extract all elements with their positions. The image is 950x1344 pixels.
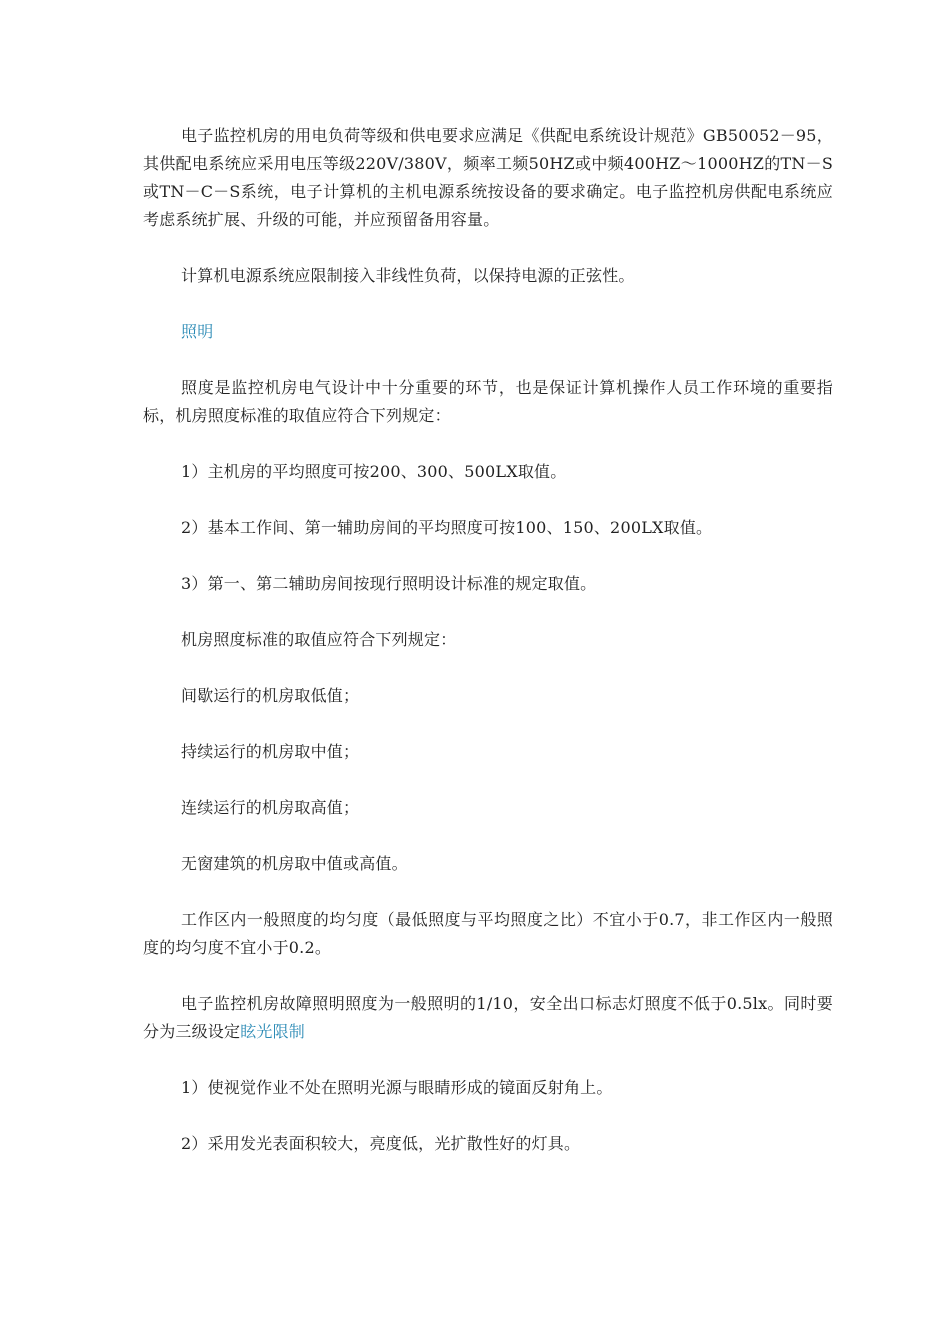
list-item-main-room: 1）主机房的平均照度可按200、300、500LX取值。: [181, 462, 567, 481]
paragraph-standard-rule: 机房照度标准的取值应符合下列规定：: [181, 630, 457, 649]
paragraph-power-supply: 电子监控机房的用电负荷等级和供电要求应满足《供配电系统设计规范》GB50052－95，其供配电系统应采用电压等级220V/380V，频率工频50HZ或中频400HZ～1000HZ的TN－S或TN－C－S系统，电子计算机的主机电源系统按设备的要求确定。电子监控机房供配电系统应考虑系统扩展、升级的可能，并应预留备用容量。: [143, 126, 833, 229]
paragraph-emergency-lighting: [143, 990, 833, 1046]
list-item-continuous: 连续运行的机房取高值；: [181, 798, 360, 817]
list-item-sustained: 持续运行的机房取中值；: [181, 742, 360, 761]
list-item-aux-room: 3）第一、第二辅助房间按现行照明设计标准的规定取值。: [181, 574, 597, 593]
list-item-work-room: 2）基本工作间、第一辅助房间的平均照度可按100、150、200LX取值。: [181, 518, 713, 537]
list-item-glare-fixture: 2）采用发光表面积较大，亮度低，光扩散性好的灯具。: [181, 1134, 581, 1153]
paragraph-illuminance-intro: 照度是监控机房电气设计中十分重要的环节，也是保证计算机操作人员工作环境的重要指标，机房照度标准的取值应符合下列规定：: [143, 378, 833, 425]
paragraph-uniformity: 工作区内一般照度的均匀度（最低照度与平均照度之比）不宜小于0.7，非工作区内一般照度的均匀度不宜小于0.2。: [143, 910, 833, 957]
list-item-intermittent: 间歇运行的机房取低值；: [181, 686, 360, 705]
paragraph-nonlinear-load: 计算机电源系统应限制接入非线性负荷，以保持电源的正弦性。: [181, 266, 635, 285]
section-heading-lighting[interactable]: 照明: [181, 322, 214, 341]
emergency-lighting-text: 电子监控机房故障照明照度为一般照明的1/10，安全出口标志灯照度不低于0.5lx。同时要分为三级设定: [143, 994, 833, 1041]
document-body: [143, 122, 833, 1186]
list-item-glare-angle: 1）使视觉作业不处在照明光源与眼睛形成的镜面反射角上。: [181, 1078, 613, 1097]
glare-limit-link[interactable]: 眩光限制: [240, 1022, 306, 1041]
list-item-windowless: 无窗建筑的机房取中值或高值。: [181, 854, 408, 873]
